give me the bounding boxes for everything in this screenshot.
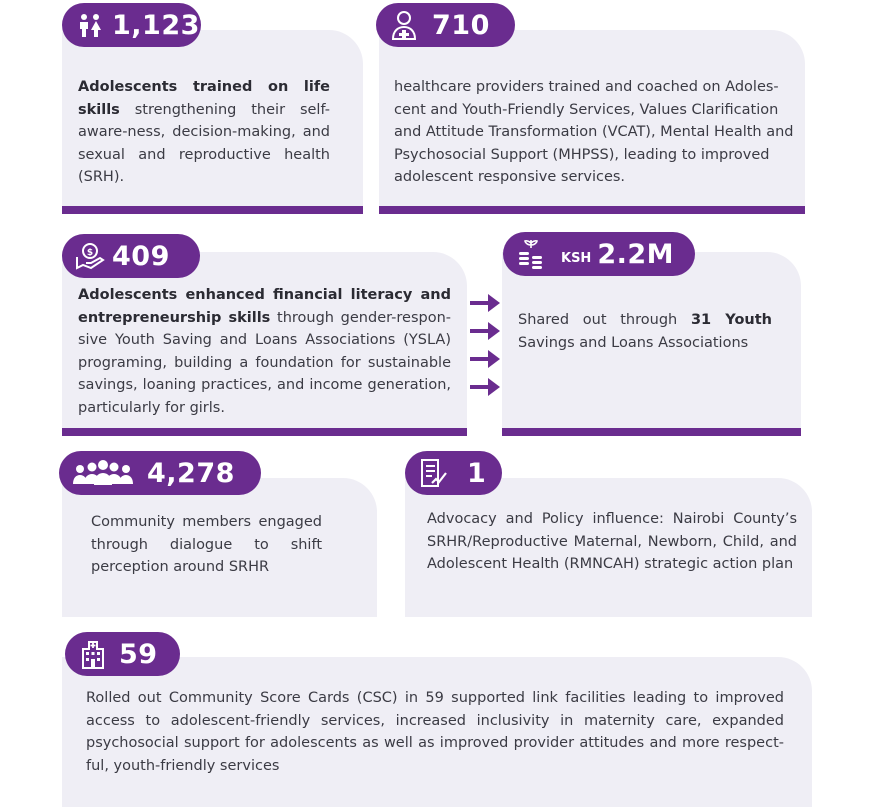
arrow-right-icon	[470, 320, 500, 342]
card-accent-bar	[502, 428, 801, 436]
card-text: Adolescents enhanced financial literacy and entrepreneurship skills through gender-respon-sive Youth Saving and Loans Associations (YSLA) programing, building a foundation for sustainable savings, loaning practices, and income generation, particularly for girls.	[78, 287, 451, 416]
stat-card-shared-out	[502, 252, 801, 436]
policy-document-icon	[413, 457, 453, 489]
stat-number: 1,123	[112, 9, 200, 41]
stat-badge	[65, 632, 180, 676]
card-text: healthcare providers trained and coached on Adoles-cent and Youth-Friendly Services, Values Clarification and Attitude Transformation (VCAT), Mental Health and Psychosocial Support (MHPSS), leading to improved adolescent responsive services.	[394, 79, 794, 185]
stat-badge	[405, 451, 502, 495]
stat-card-financial-literacy	[62, 252, 467, 436]
stat-badge	[376, 3, 515, 47]
card-accent-bar	[379, 206, 805, 214]
arrow-right-icon	[470, 348, 500, 370]
stat-badge	[62, 234, 200, 278]
card-accent-bar	[62, 206, 363, 214]
coins-growth-icon	[511, 238, 551, 270]
stat-card-life-skills	[62, 30, 363, 214]
card-text: Adolescents trained on life skills strengthening their self-aware-ness, decision-making, and sexual and reproductive health (SRH).	[78, 79, 330, 185]
svg-text:$: $	[86, 248, 94, 258]
hospital-building-icon	[73, 639, 113, 669]
stat-number: 59	[119, 638, 158, 670]
card-text: Shared out through 31 Youth Savings and Loans Associations	[518, 312, 772, 351]
stat-number: 1	[467, 457, 487, 489]
stat-number: 2.2M	[597, 238, 675, 270]
card-text: Advocacy and Policy influence: Nairobi County’s SRHR/Reproductive Maternal, Newborn, Child, and Adolescent Health (RMNCAH) strategic action plan	[427, 511, 797, 572]
stat-badge	[59, 451, 261, 495]
arrow-right-icon	[470, 292, 500, 314]
stat-number: 4,278	[147, 457, 235, 489]
stat-card-healthcare-providers	[379, 30, 805, 214]
card-text: Rolled out Community Score Cards (CSC) in 59 supported link facilities leading to improved access to adolescent-friendly services, increased inclusivity in maternity care, expanded psychosocial support for adolescents as well as improved provider attitudes and more respect-ful, youth-friendly services	[86, 690, 784, 774]
money-hand-icon	[70, 240, 110, 272]
stat-card-advocacy	[405, 478, 812, 617]
currency-prefix: KSH	[561, 250, 592, 266]
stat-card-community	[62, 478, 377, 617]
community-icon	[67, 460, 139, 486]
card-accent-bar	[62, 428, 467, 436]
flow-arrows	[470, 292, 502, 404]
stat-badge	[62, 3, 201, 47]
stat-number: 409	[112, 240, 170, 272]
health-worker-icon	[382, 10, 426, 40]
stat-badge	[503, 232, 695, 276]
arrow-right-icon	[470, 376, 500, 398]
card-text: Community members engaged through dialogue to shift perception around SRHR	[91, 514, 322, 575]
stat-number: 710	[432, 9, 490, 41]
stat-card-score-cards	[62, 657, 812, 807]
family-icon	[70, 13, 110, 37]
